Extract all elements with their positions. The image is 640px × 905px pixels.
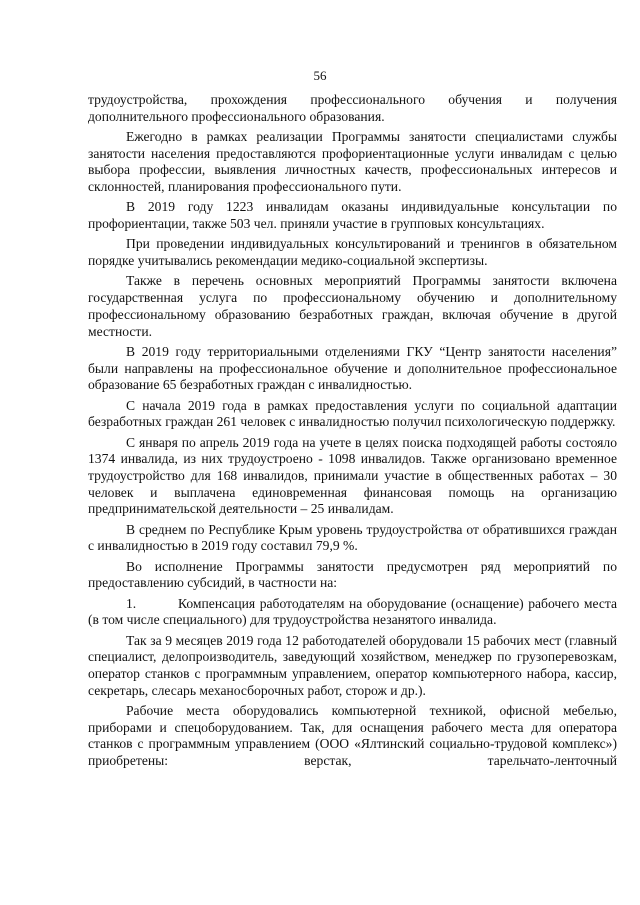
paragraph: В среднем по Республике Крым уровень трудоустройства от обратившихся граждан с инвалидностью в 2019 году составил 79,9 %. — [88, 521, 617, 554]
page-number: 56 — [313, 68, 327, 83]
paragraph: трудоустройства, прохождения профессионального обучения и получения дополнительного профессионального образования. — [88, 92, 617, 124]
paragraph: Во исполнение Программы занятости предусмотрен ряд мероприятий по предоставлению субсидий, в частности на: — [88, 558, 617, 591]
list-item-text: Компенсация работодателям на оборудование (оснащение) рабочего места (в том числе специального) для трудоустройства незанятого инвалида. — [88, 595, 617, 628]
paragraph: В 2019 году территориальными отделениями ГКУ “Центр занятости населения” были направлены на профессиональное обучение и дополнительное профессиональное образование 65 безработных граждан с инвалидностью. — [88, 343, 617, 393]
paragraph: Ежегодно в рамках реализации Программы занятости специалистами службы занятости населения предоставляются профориентационные услуги инвалидам с целью выбора профессии, выявления личностных качеств, профессиональных интересов и склонностей, планирования профессионального пути. — [88, 129, 617, 195]
list-item — [88, 596, 617, 629]
paragraph: Рабочие места оборудовались компьютерной техникой, офисной мебелью, приборами и спецоборудованием. Так, для оснащения рабочего места для оператора станков с программным управлением (ООО «Ялтинский социально-трудовой комплекс») приобретены: верстак, тарельчато-ленточный — [88, 703, 617, 769]
paragraph: При проведении индивидуальных консультирований и тренингов в обязательном порядке учитывались рекомендации медико-социальной экспертизы. — [88, 236, 617, 269]
paragraph: В 2019 году 1223 инвалидам оказаны индивидуальные консультации по профориентации, также 503 чел. приняли участие в групповых консультациях. — [88, 199, 617, 232]
document-body — [88, 92, 617, 773]
paragraph: Так за 9 месяцев 2019 года 12 работодателей оборудовали 15 рабочих мест (главный специалист, делопроизводитель, заведующий хозяйством, менеджер по грузоперевозкам, оператор станков с программным управлением, оператор компьютерного набора, кассир, секретарь, слесарь механосборочных работ, сторож и др.). — [88, 632, 617, 698]
paragraph: Также в перечень основных мероприятий Программы занятости включена государственная услуга по профессиональному обучению и дополнительному профессиональному образованию безработных граждан, включая обучение в другой местности. — [88, 273, 617, 339]
list-item-number: 1. — [126, 595, 137, 611]
paragraph: С начала 2019 года в рамках предоставления услуги по социальной адаптации безработных граждан 261 человек с инвалидностью получил психологическую поддержку. — [88, 397, 617, 430]
paragraph: С января по апрель 2019 года на учете в целях поиска подходящей работы состояло 1374 инвалида, из них трудоустроено - 1098 инвалидов. Также организовано временное трудоустройство для 168 инвалидов, принимали участие в общественных работах – 30 человек и выплачена единовременная финансовая помощь на организацию предпринимательской деятельности – 25 инвалидам. — [88, 434, 617, 517]
